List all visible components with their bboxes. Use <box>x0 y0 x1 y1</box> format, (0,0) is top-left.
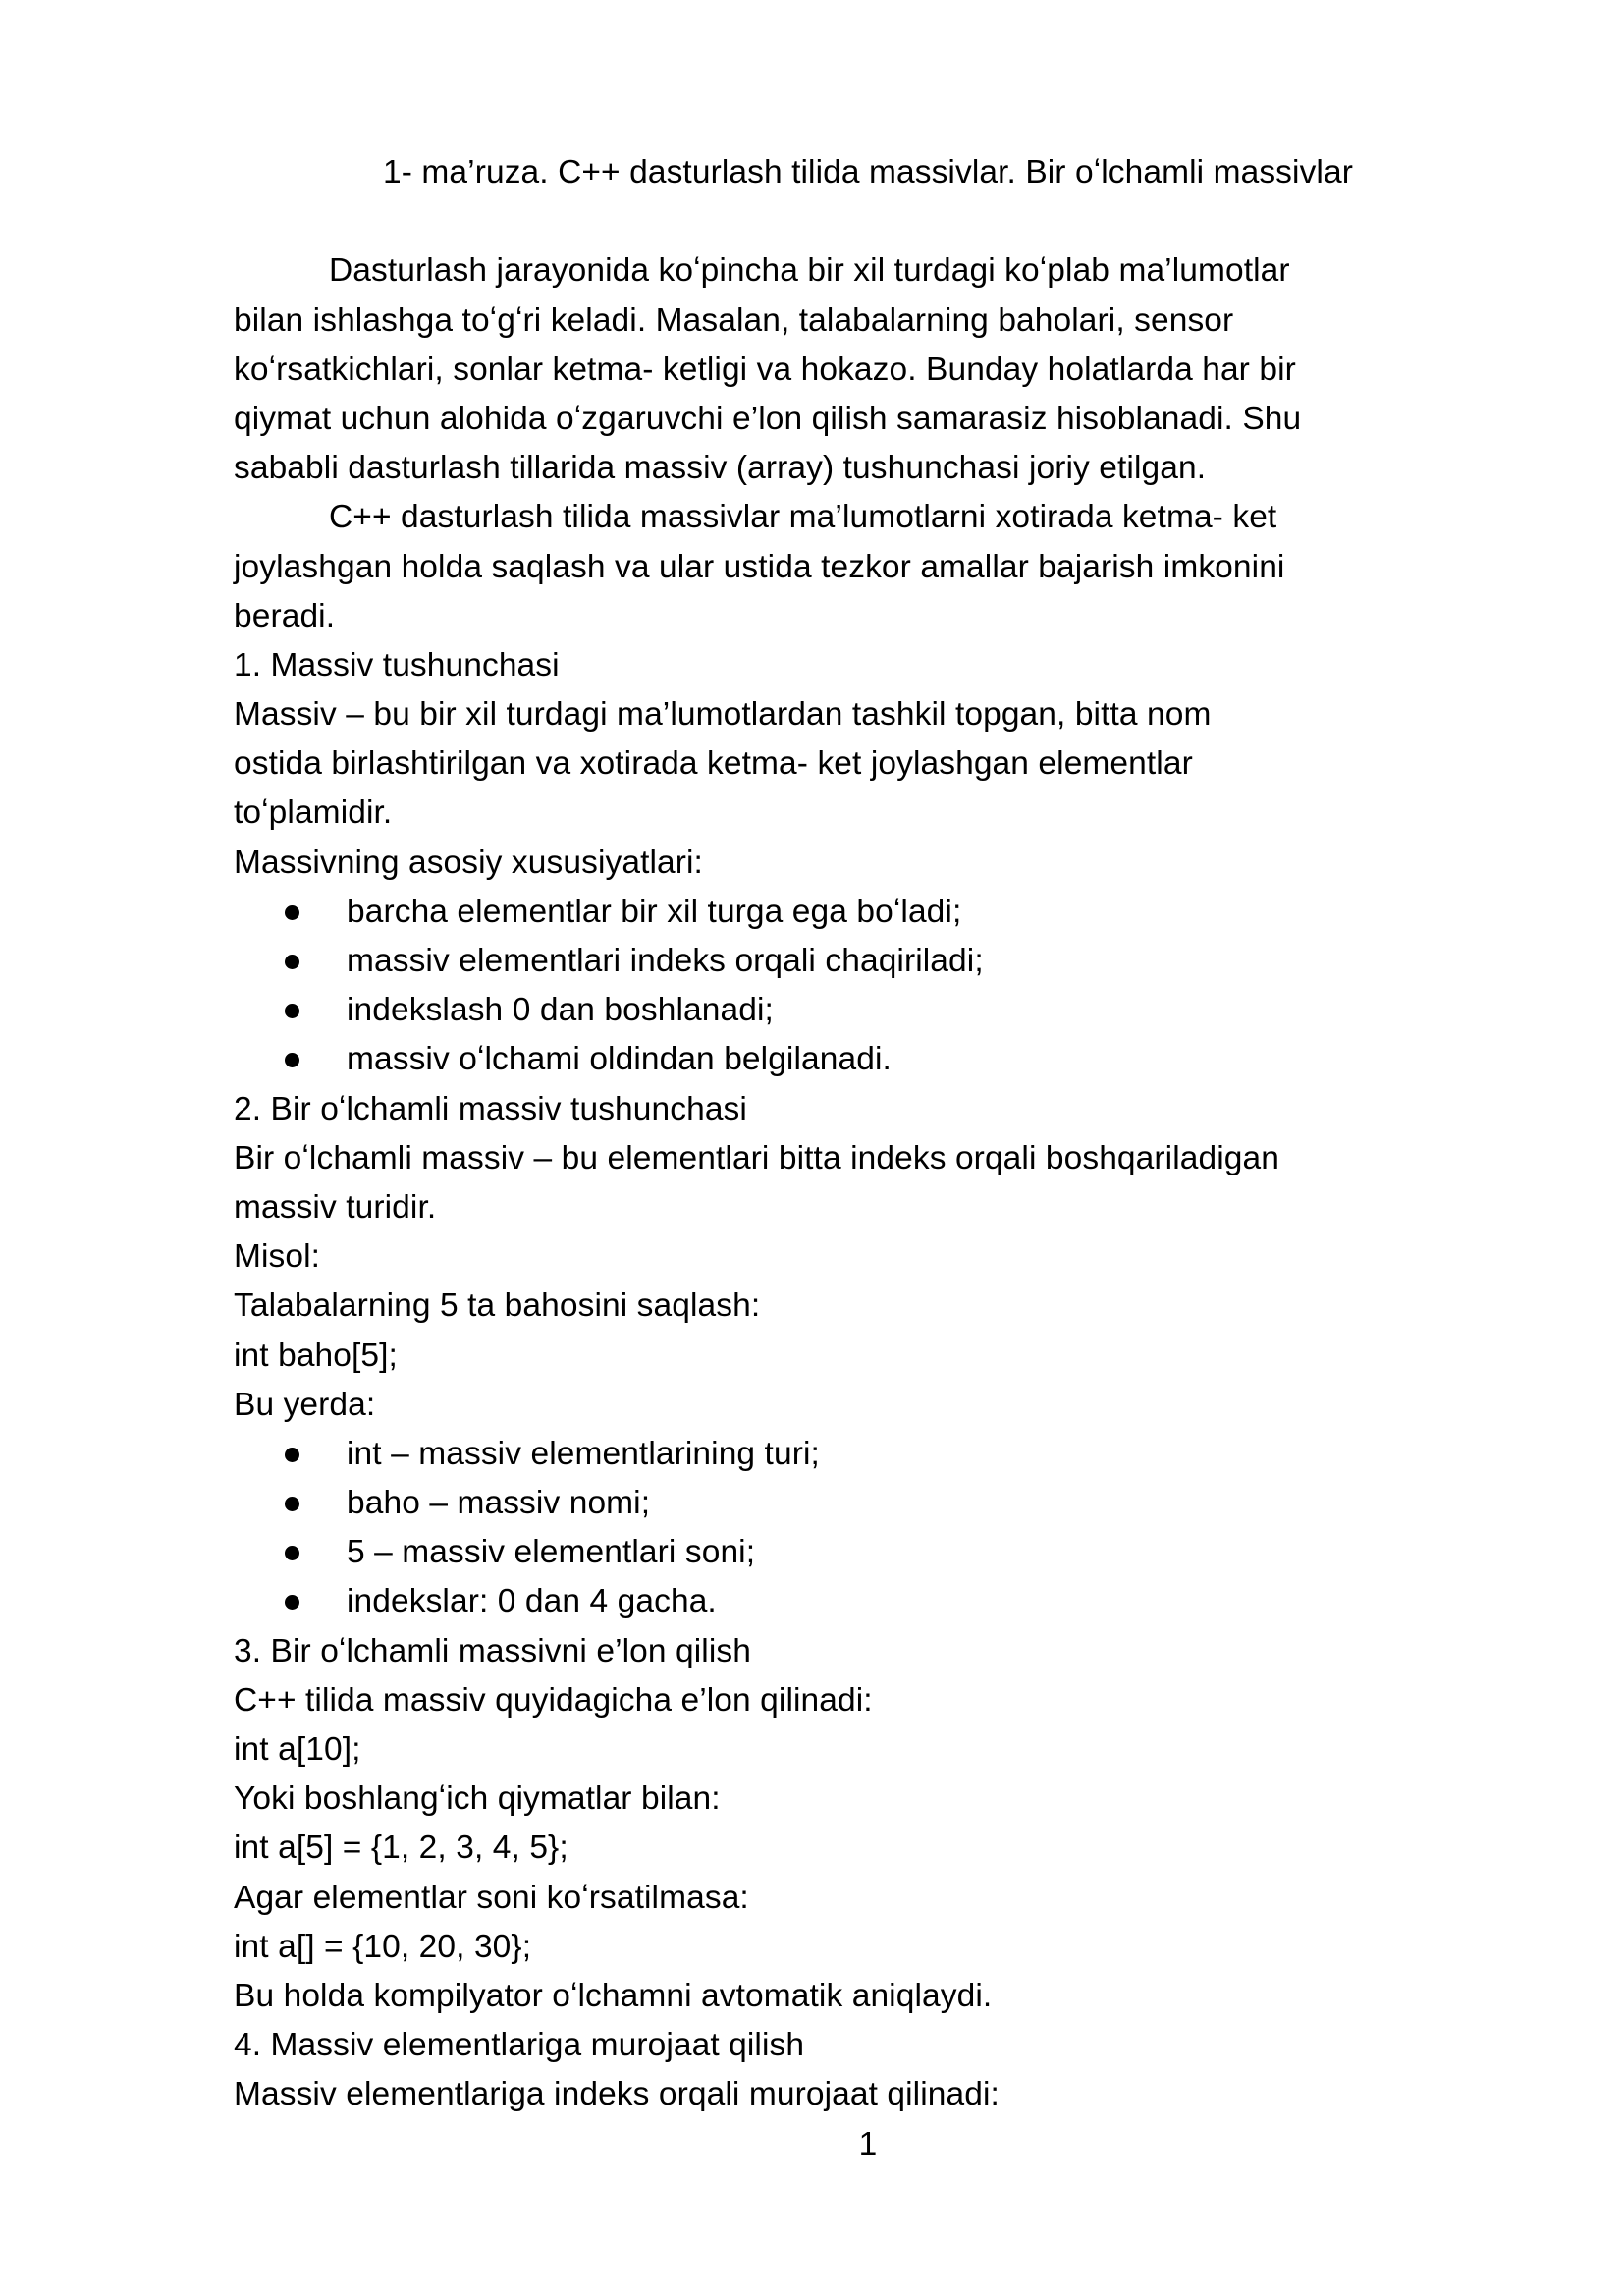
bullet-item-label: indekslar: 0 dan 4 gacha. <box>347 1583 717 1620</box>
bullet-item-label: baho – massiv nomi; <box>347 1485 651 1522</box>
bullet-item-label: indekslash 0 dan boshlanadi; <box>347 992 774 1029</box>
bullet-item-label: massiv elementlari indeks orqali chaqiriladi; <box>347 943 984 979</box>
bullet-item-label: 5 – massiv elementlari soni; <box>347 1534 756 1571</box>
text-line: massiv turidir. <box>234 1188 437 1226</box>
bullet-icon <box>285 1053 299 1067</box>
text-line: Massiv elementlariga indeks orqali murojaat qilinadi: <box>234 2076 1000 2113</box>
text-line: beradi. <box>234 597 336 634</box>
bullet-icon <box>285 1595 299 1610</box>
bullet-icon <box>285 905 299 920</box>
text-line: ostida birlashtirilgan va xotirada ketma- ket joylashgan elementlar <box>234 745 1193 783</box>
bullet-item <box>234 937 1502 986</box>
text-line: Yoki boshlangʻich qiymatlar bilan: <box>234 1780 721 1818</box>
text-line: int baho[5]; <box>234 1337 398 1374</box>
bullet-item <box>234 1430 1502 1479</box>
bullet-item <box>234 1035 1502 1084</box>
bullet-item-label: massiv oʻlchami oldindan belgilanadi. <box>347 1041 892 1078</box>
text-line: 1. Massiv tushunchasi <box>234 646 560 683</box>
bullet-icon <box>285 1546 299 1560</box>
bullet-item <box>234 1577 1502 1626</box>
text-line: int a[10]; <box>234 1731 361 1768</box>
text-line: int a[] = {10, 20, 30}; <box>234 1928 532 1965</box>
document-content <box>234 148 1502 2169</box>
text-line: Massiv – bu bir xil turdagi ma’lumotlardan tashkil topgan, bitta nom <box>234 696 1212 734</box>
bullet-item <box>234 986 1502 1035</box>
text-line: Agar elementlar soni koʻrsatilmasa: <box>234 1879 749 1916</box>
text-line: 3. Bir oʻlchamli massivni e’lon qilish <box>234 1632 751 1669</box>
text-line: sababli dasturlash tillarida massiv (array) tushunchasi joriy etilgan. <box>234 450 1207 487</box>
text-line: C++ tilida massiv quyidagicha e’lon qilinadi: <box>234 1681 873 1719</box>
text-line: joylashgan holda saqlash va ular ustida tezkor amallar bajarish imkonini <box>234 548 1285 585</box>
text-line: toʻplamidir. <box>234 794 393 832</box>
bullet-icon <box>285 1004 299 1018</box>
paragraph-first-line: C++ dasturlash tilida massivlar ma’lumotlarni xotirada ketma- ket <box>329 499 1277 536</box>
text-line: koʻrsatkichlari, sonlar ketma- ketligi va hokazo. Bunday holatlarda har bir <box>234 351 1296 388</box>
text-line: bilan ishlashga toʻgʻri keladi. Masalan, talabalarning baholari, sensor <box>234 301 1234 339</box>
blank-line <box>234 197 1502 246</box>
bullet-item <box>234 1528 1502 1577</box>
document-title: 1- ma’ruza. C++ dasturlash tilida massivlar. Bir oʻlchamli massivlar <box>383 154 1353 191</box>
paragraph-first-line: Dasturlash jarayonida koʻpincha bir xil turdagi koʻplab ma’lumotlar <box>329 252 1290 290</box>
page-number: 1 <box>858 2125 878 2162</box>
text-line: Bu holda kompilyator oʻlchamni avtomatik aniqlaydi. <box>234 1977 993 2014</box>
text-line: Massivning asosiy xususiyatlari: <box>234 844 703 881</box>
bullet-item <box>234 888 1502 937</box>
text-line: int a[5] = {1, 2, 3, 4, 5}; <box>234 1830 568 1867</box>
bullet-item <box>234 1479 1502 1528</box>
text-line: Bir oʻlchamli massiv – bu elementlari bitta indeks orqali boshqariladigan <box>234 1139 1279 1176</box>
text-line: Misol: <box>234 1238 321 1276</box>
text-line: qiymat uchun alohida oʻzgaruvchi e’lon qilish samarasiz hisoblanadi. Shu <box>234 400 1302 437</box>
text-line: 2. Bir oʻlchamli massiv tushunchasi <box>234 1090 747 1127</box>
bullet-icon <box>285 1448 299 1462</box>
text-line: Talabalarning 5 ta bahosini saqlash: <box>234 1287 761 1325</box>
text-line: 4. Massiv elementlariga murojaat qilish <box>234 2027 805 2064</box>
bullet-icon <box>285 1497 299 1511</box>
bullet-item-label: int – massiv elementlarining turi; <box>347 1435 820 1472</box>
bullet-icon <box>285 955 299 969</box>
bullet-item-label: barcha elementlar bir xil turga ega boʻladi; <box>347 893 962 930</box>
text-line: Bu yerda: <box>234 1386 376 1423</box>
